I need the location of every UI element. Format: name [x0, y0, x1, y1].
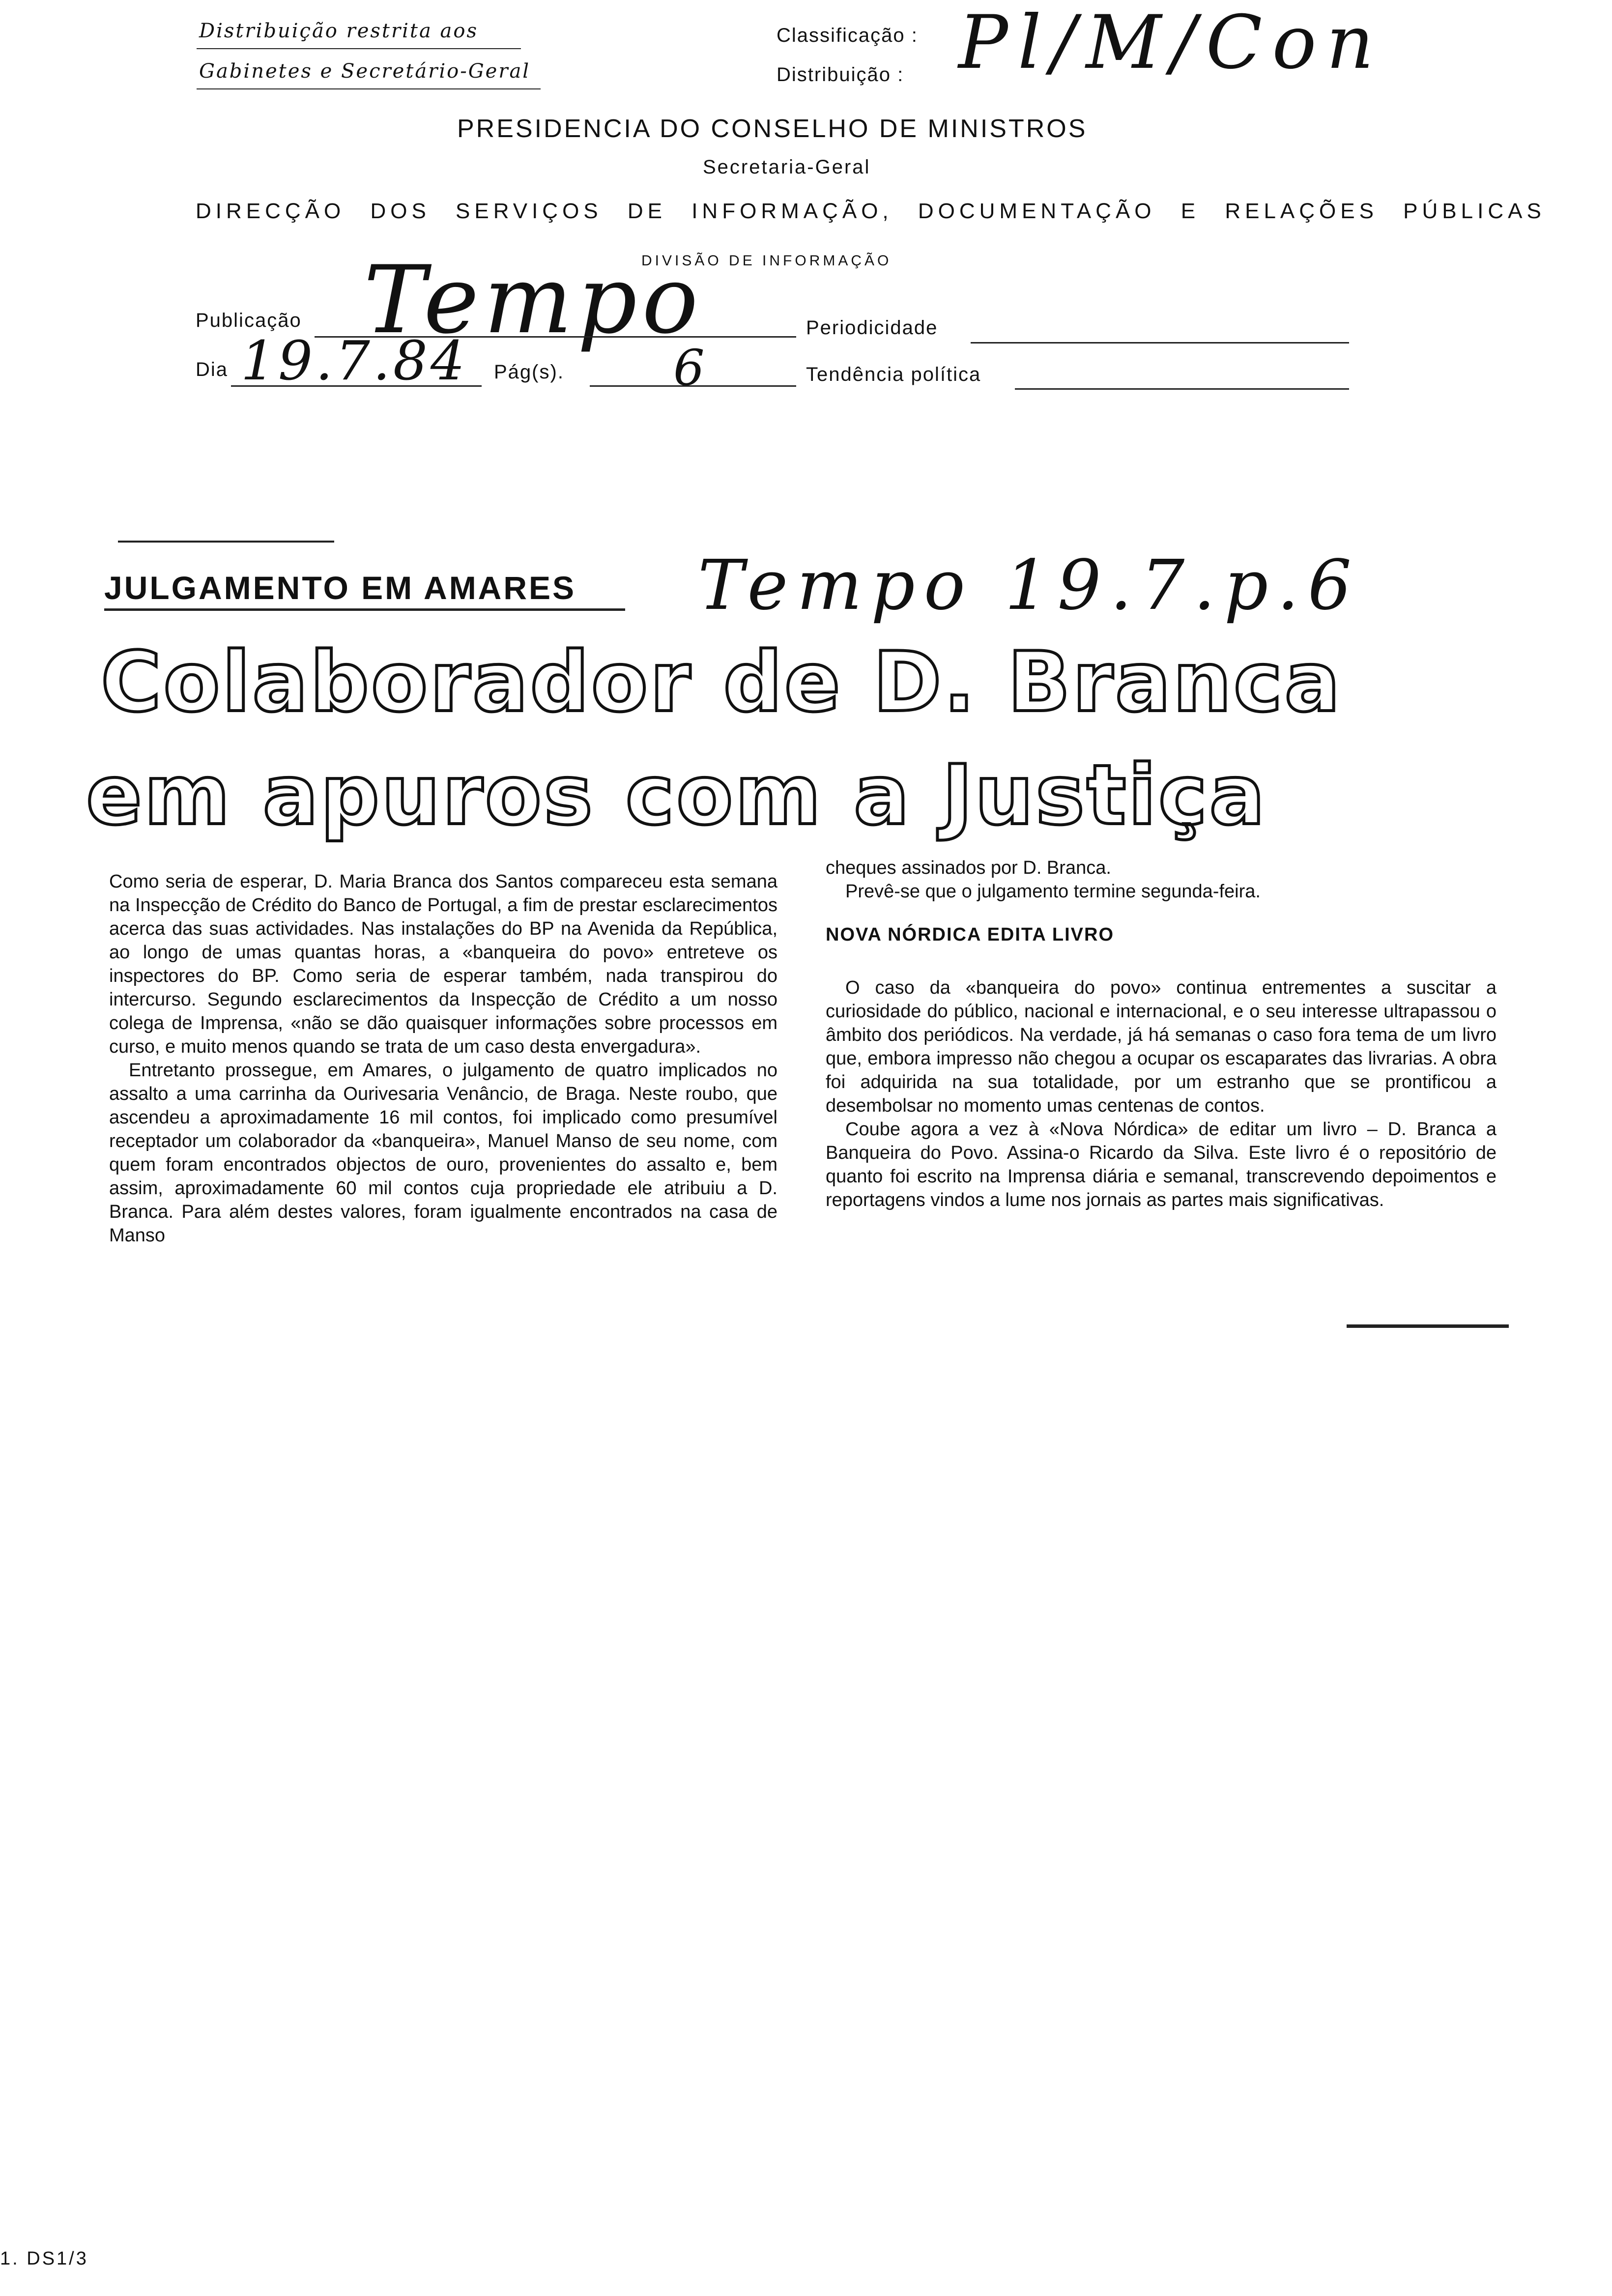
headline-line-2: em apuros com a Justiça: [86, 747, 1267, 843]
publicacao-value: Tempo: [364, 246, 703, 354]
article-column-1: [109, 870, 777, 1247]
article-end-rule: [1347, 1324, 1509, 1328]
institution-title: PRESIDENCIA DO CONSELHO DE MINISTROS: [457, 115, 1088, 143]
form-code: 1. DS1/3: [0, 2248, 88, 2269]
pags-line: [590, 385, 796, 387]
restriction-underline-1: [197, 48, 521, 49]
secretariat-title: Secretaria-Geral: [703, 156, 871, 178]
classification-handwriting: Pl/M/Con: [958, 0, 1384, 86]
classificacao-label: Classificação :: [777, 25, 918, 46]
column-2-paragraph-4: Coube agora a vez à «Nova Nórdica» de editar um livro – D. Branca a Banqueira do Povo. Assina-o Ricardo da Silva. Este livro é o repositório de quanto foi escrito na Imprensa diária e semanal, transcrevendo depoimentos e reportagens vindos a lume nos jornais as partes mais significativas.: [826, 1119, 1497, 1210]
tendencia-line: [1015, 388, 1349, 390]
dia-label: Dia: [196, 359, 229, 380]
article-column-2: [826, 856, 1497, 1212]
column-1-paragraph-2: Entretanto prossegue, em Amares, o julgamento de quatro implicados no assalto a uma carrinha da Ourivesaria Venâncio, de Braga. Neste roubo, que ascendeu a aproximadamente 16 mil contos, foi implicado como presumível receptador um colaborador da «banqueira», Manuel Manso de seu nome, com quem foram encontrados objectos de ouro, provenientes do assalto e, bem assim, aproximadamente 60 mil contos cuja propriedade ele atribuiu a D. Branca. Para além destes valores, foram igualmente encontrados na casa de Manso: [109, 1060, 777, 1246]
pags-label: Pág(s).: [494, 361, 564, 383]
column-2-paragraph-2: Prevê-se que o julgamento termine segunda-feira.: [845, 881, 1261, 902]
publicacao-label: Publicação: [196, 310, 302, 331]
headline-line-1: Colaborador de D. Branca: [101, 634, 1342, 730]
pags-value: 6: [673, 339, 705, 397]
distribuicao-label: Distribuição :: [777, 64, 904, 86]
periodicidade-line: [971, 342, 1349, 344]
directorate-title: DIRECÇÃO DOS SERVIÇOS DE INFORMAÇÃO, DOCUMENTAÇÃO E RELAÇÕES PÚBLICAS: [196, 199, 1546, 223]
kicker-underline: [104, 608, 625, 611]
article-handwriting: Tempo 19.7.p.6: [698, 545, 1360, 626]
restriction-line-2: Gabinetes e Secretário-Geral: [199, 60, 531, 83]
kicker-top-rule: [118, 541, 334, 543]
restriction-line-1: Distribuição restrita aos: [199, 20, 478, 42]
restriction-underline-2: [197, 88, 541, 89]
periodicidade-label: Periodicidade: [806, 317, 938, 339]
article-kicker: JULGAMENTO EM AMARES: [104, 570, 576, 606]
column-2-paragraph-3: O caso da «banqueira do povo» continua entrementes a suscitar a curiosidade do público, nacional e internacional, e o seu interesse ultrapassou o âmbito dos periódicos. Na verdade, já há semanas o caso fora tema de um livro que, embora impresso não chegou a ocupar os escaparates das livrarias. A obra foi adquirida na sua totalidade, por um estranho que se prontificou a desembolsar no momento umas centenas de contos.: [826, 977, 1497, 1116]
dia-value: 19.7.84: [241, 329, 468, 392]
tendencia-label: Tendência política: [806, 364, 981, 385]
article-subhead: NOVA NÓRDICA EDITA LIVRO: [826, 924, 1115, 945]
column-2-paragraph-1: cheques assinados por D. Branca.: [826, 858, 1111, 878]
dia-line: [231, 385, 482, 387]
division-title: DIVISÃO DE INFORMAÇÃO: [641, 253, 892, 269]
column-1-paragraph-1: Como seria de esperar, D. Maria Branca dos Santos compareceu esta semana na Inspecção de Crédito do Banco de Portugal, a fim de prestar esclarecimentos acerca das suas actividades. Nas instalações do BP na Avenida da República, ao longo de umas quantas horas, a «banqueira do povo» entreteve os inspectores do BP. Como seria de esperar também, nada transpirou do intercurso. Segundo esclarecimentos da Inspecção de Crédito a um nosso colega de Imprensa, «não se dão quaisquer informações sobre processos em curso, e muito menos quando se trata de um caso desta envergadura».: [109, 871, 777, 1057]
